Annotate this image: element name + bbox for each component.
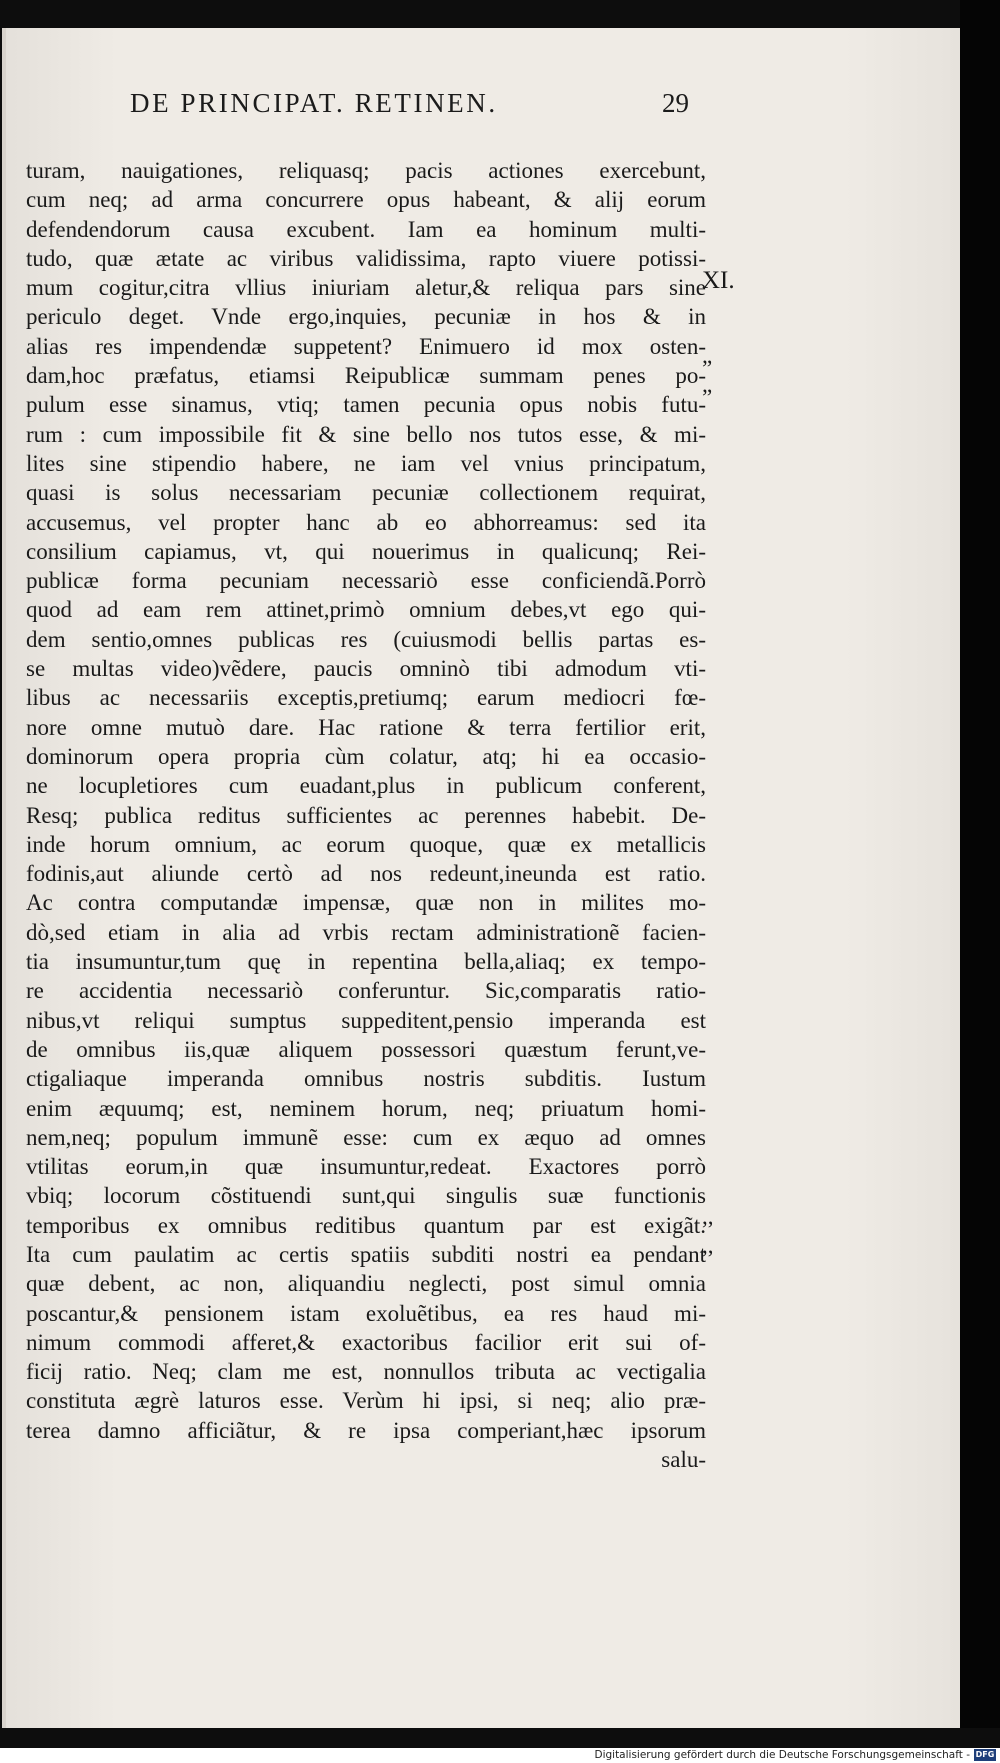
text-line: constituta ægrè laturos esse. Verùm hi ipsi, si neq; alio præ- xyxy=(26,1388,706,1414)
text-line: dem sentio,omnes publicas res (cuiusmodi bellis partas es- xyxy=(26,626,706,652)
text-line: quod ad eam rem attinet,primò omnium debes,vt ego qui- xyxy=(26,597,706,623)
text-line: ctigaliaque imperanda omnibus nostris subditis. Iustum xyxy=(26,1066,706,1092)
text-line: nimum commodi afferet,& exactoribus facilior erit sui of- xyxy=(26,1329,706,1355)
text-line: Resq; publica reditus sufficientes ac perennes habebit. De- xyxy=(26,802,706,828)
text-line: vtilitas eorum,in quæ insumuntur,redeat. Exactores porrò xyxy=(26,1154,706,1180)
text-line: ficij ratio. Neq; clam me est, nonnullos tributa ac vectigalia xyxy=(26,1359,706,1385)
text-line: tia insumuntur,tum quę in repentina bella,aliaq; ex tempo- xyxy=(26,949,706,975)
text-line: cum neq; ad arma concurrere opus habeant, & alij eorum xyxy=(26,187,706,213)
text-line: enim æquumq; est, neminem horum, neq; priuatum homi- xyxy=(26,1095,706,1121)
text-line: nem,neq; populum immunẽ esse: cum ex æquo ad omnes xyxy=(26,1124,706,1150)
margin-quote-mark: ,, xyxy=(702,1233,714,1258)
text-line: nibus,vt reliqui sumptus suppeditent,pensio imperanda est xyxy=(26,1007,706,1033)
text-line: dò,sed etiam in alia ad vrbis rectam administrationẽ facien- xyxy=(26,919,706,945)
page-gutter-edge xyxy=(2,28,6,1728)
text-line: defendendorum causa excubent. Iam ea hominum multi- xyxy=(26,216,706,242)
text-line: ne locupletiores cum euadant,plus in publicum conferent, xyxy=(26,773,706,799)
page-header xyxy=(2,88,960,122)
text-line: rum : cum impossibile fit & sine bello nos tutos esse, & mi- xyxy=(26,421,706,447)
text-line: alias res impendendæ suppetent? Enimuero id mox osten- xyxy=(26,333,706,359)
text-line: temporibus ex omnibus reditibus quantum par est exigãt. xyxy=(26,1212,706,1238)
margin-quote-mark: ” xyxy=(702,385,713,410)
text-line: nore omne mutuò dare. Hac ratione & terra fertilior erit, xyxy=(26,714,706,740)
text-line: libus ac necessariis exceptis,pretiumq; earum mediocri fœ- xyxy=(26,685,706,711)
text-line: periculo deget. Vnde ergo,inquies, pecuniæ in hos & in xyxy=(26,304,706,330)
body-text xyxy=(26,156,706,1474)
book-page xyxy=(2,28,960,1728)
text-line: Ita cum paulatim ac certis spatiis subditi nostri ea pendant xyxy=(26,1241,706,1267)
text-line: fodinis,aut aliunde certò ad nos redeunt,ineunda est ratio. xyxy=(26,861,706,887)
text-line: salu- xyxy=(661,1447,706,1473)
text-line: poscantur,& pensionem istam exoluẽtibus, ea res haud mi- xyxy=(26,1300,706,1326)
text-line: terea damno afficiãtur, & re ipsa comperiant,hæc ipsorum xyxy=(26,1417,706,1443)
text-line: se multas video)vẽdere, paucis omninò tibi admodum vti- xyxy=(26,656,706,682)
text-line: tudo, quæ ætate ac viribus validissima, rapto viuere potissi- xyxy=(26,245,706,271)
text-line: quasi is solus necessariam pecuniæ collectionem requirat, xyxy=(26,480,706,506)
scan-background-right xyxy=(960,0,1000,1763)
dfg-logo: DFG xyxy=(975,1750,995,1759)
text-line: vbiq; locorum cõstituendi sunt,qui singulis suæ functionis xyxy=(26,1183,706,1209)
page-number: 29 xyxy=(662,88,689,118)
running-title: DE PRINCIPAT. RETINEN. xyxy=(130,88,498,118)
funding-credit: Digitalisierung gefördert durch die Deutsche Forschungsgemeinschaft - xyxy=(594,1749,970,1761)
text-line: mum cogitur,citra vllius iniuriam aletur,& reliqua pars sine xyxy=(26,275,706,301)
text-line: dominorum opera propria cùm colatur, atq; hi ea occasio- xyxy=(26,743,706,769)
text-line: de omnibus iis,quæ aliquem possessori quæstum ferunt,ve- xyxy=(26,1036,706,1062)
margin-quote-mark: ,, xyxy=(702,1204,714,1229)
text-line: inde horum omnium, ac eorum quoque, quæ ex metallicis xyxy=(26,831,706,857)
text-line: re accidentia necessariò conferuntur. Sic,comparatis ratio- xyxy=(26,978,706,1004)
text-line: consilium capiamus, vt, qui nouerimus in qualicunq; Rei- xyxy=(26,538,706,564)
text-line: quæ debent, ac non, aliquandiu neglecti, post simul omnia xyxy=(26,1271,706,1297)
text-line: lites sine stipendio habere, ne iam vel vnius principatum, xyxy=(26,450,706,476)
text-line: dam,hoc præfatus, etiamsi Reipublicæ summam penes po- xyxy=(26,363,706,389)
text-line: Ac contra computandæ impensæ, quæ non in milites mo- xyxy=(26,890,706,916)
text-line: accusemus, vel propter hanc ab eo abhorreamus: sed ita xyxy=(26,509,706,535)
text-line: publicæ forma pecuniam necessariò esse conficiendã.Porrò xyxy=(26,568,706,594)
margin-quote-mark: ” xyxy=(702,356,713,381)
margin-section-number: XI. xyxy=(702,267,735,294)
text-line: pulum esse sinamus, vtiq; tamen pecunia opus nobis futu- xyxy=(26,392,706,418)
text-line: turam, nauigationes, reliquasq; pacis actiones exercebunt, xyxy=(26,158,706,183)
